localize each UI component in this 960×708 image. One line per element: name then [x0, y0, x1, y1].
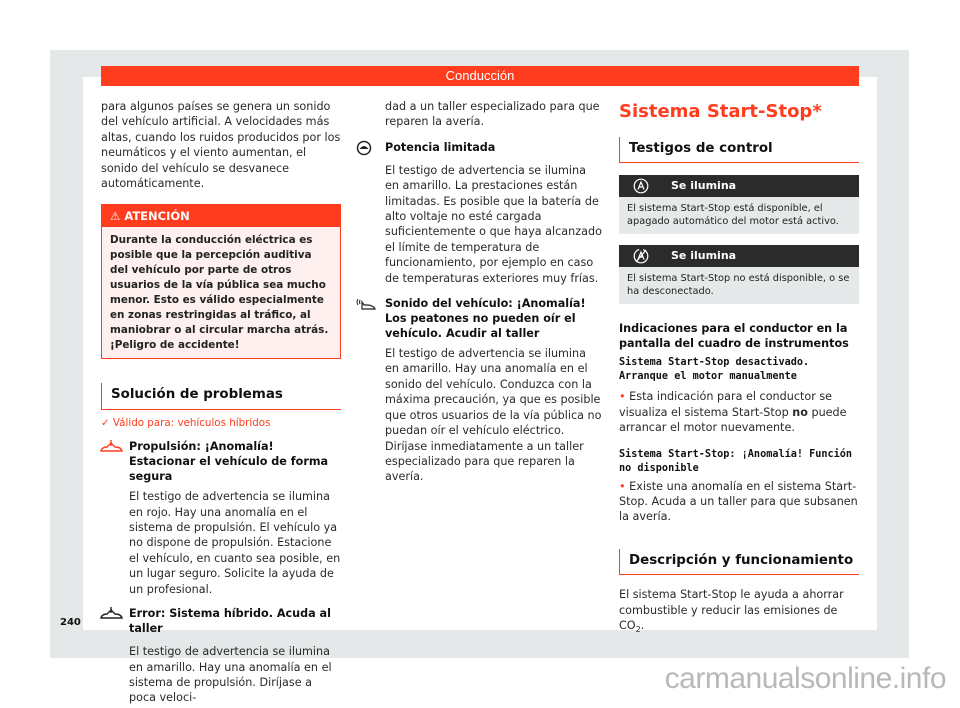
item-title: Propulsión: ¡Anomalía! Estacionar el vehículo de forma segura [129, 440, 329, 484]
item-body: El testigo de advertencia se ilumina en rojo. Hay una anomalía en el sistema de propulsión. El vehículo ya no dispone de propulsión. Estacione el vehículo, en cuanto sea posible, en un lugar seguro. Solicite la ayuda de un profesional. [129, 490, 341, 596]
message-explanation [619, 389, 859, 435]
lamp-header [619, 245, 859, 267]
lamp-table [619, 175, 859, 234]
subsection-heading-warning-lamps: Testigos de control [619, 137, 859, 163]
description-paragraph [619, 587, 859, 637]
bullet-icon: • [619, 479, 626, 493]
valid-for-note [101, 416, 341, 431]
column-3 [619, 99, 859, 638]
warning-body: Durante la conducción eléctrica es posible que la percepción auditiva del vehículo por parte de otros usuarios de la vía pública sea mucho menor. Esto es válido especialmente en zonas restringidas al tráfico, al maniobrar o al circular marcha atrás. ¡Peligro de accidente! [110, 234, 329, 352]
warning-triangle-icon: ⚠ [110, 209, 121, 224]
column-1 [101, 99, 341, 706]
lamp-label: Se ilumina [671, 249, 737, 263]
item-body: El testigo de advertencia se ilumina en amarillo. Hay una anomalía en el sistema de propulsión. Diríjase a poca veloci- [129, 645, 332, 705]
message-explanation [619, 479, 859, 525]
valid-for-text: Válido para: vehículos híbridos [112, 416, 271, 429]
lamp-description: El sistema Start-Stop está disponible, el apagado automático del motor está activo. [619, 197, 859, 234]
text: . [640, 619, 645, 633]
lamp-table [619, 245, 859, 304]
text: Existe una anomalía en el sistema Start-Stop. Acuda a un taller para que subsanen la avería. [619, 479, 858, 524]
indications-heading: Indicaciones para el conductor en la pantalla del cuadro de instrumentos [619, 322, 849, 351]
item-title: Error: Sistema híbrido. Acuda al taller [129, 607, 331, 636]
lamp-label: Se ilumina [671, 179, 737, 193]
list-item [357, 296, 603, 485]
list-item [101, 439, 341, 597]
watermark: carmanualsonline.info [664, 662, 946, 695]
text: El sistema Start-Stop le ayuda a ahorrar combustible y reducir las emisiones de CO [619, 588, 844, 633]
item-body: El testigo de advertencia se ilumina en amarillo. La prestaciones están limitadas. Es posible que la batería de alto voltaje no esté cargada suficientemente o que haya alcanzado el límite de temperatura de funcionamiento, por ejemplo en caso de temperaturas exteriores muy frías. [385, 163, 602, 285]
text-bold: no [792, 405, 808, 419]
list-item [357, 140, 603, 286]
text: Esta indicación para el conductor se visualiza el sistema Start-Stop [619, 390, 833, 419]
continuation-paragraph: dad a un taller especializado para que reparen la avería. [385, 100, 600, 129]
car-warning-icon [99, 606, 125, 622]
car-warning-red-icon [99, 439, 125, 455]
start-stop-a-crossed-icon [633, 248, 649, 264]
warning-title: ATENCIÓN [124, 209, 190, 224]
start-stop-a-icon [633, 178, 649, 194]
page-number: 240 [60, 617, 81, 628]
intro-paragraph: para algunos países se genera un sonido del vehículo artificial. A velocidades más altas, cuando los ruidos producidos por los neumáticos y el viento aumentan, el sonido del vehículo se desvanece automáticamente. [101, 100, 341, 191]
bullet-icon: • [619, 390, 626, 404]
message-code: Sistema Start-Stop desactivado. Arranque el motor manualmente [619, 357, 810, 383]
turtle-icon [355, 140, 381, 156]
pedestrian-sound-icon [355, 296, 381, 312]
item-body: El testigo de advertencia se ilumina en amarillo. Hay una anomalía en el sonido del vehículo. Conduzca con la máxima precaución, ya que es posible que otros usuarios de la vía pública no puedan oír el vehículo eléctrico. Diríjase inmediatamente a un taller especializado para que reparen la avería. [385, 347, 602, 484]
lamp-header [619, 175, 859, 197]
lamp-description: El sistema Start-Stop no está disponible, o se ha desconectado. [619, 267, 859, 304]
text: puede arrancar el motor nuevamente. [619, 405, 847, 435]
item-title: Sonido del vehículo: ¡Anomalía! Los peatones no pueden oír el vehículo. Acudir al taller [385, 297, 586, 341]
list-item [101, 606, 341, 706]
chapter-header: Conducción [101, 66, 859, 86]
item-title: Potencia limitada [385, 140, 496, 154]
message-code: Sistema Start-Stop: ¡Anomalía! Función no disponible [619, 448, 853, 474]
subsection-heading-description: Descripción y funcionamiento [619, 549, 859, 575]
warning-header [102, 205, 340, 227]
section-title-start-stop: Sistema Start-Stop* [619, 101, 822, 122]
section-heading-troubleshooting: Solución de problemas [101, 383, 341, 409]
subscript: 2 [635, 625, 641, 635]
warning-box [101, 204, 341, 359]
column-2 [385, 99, 603, 485]
checkmark-icon: ✓ [101, 416, 110, 429]
